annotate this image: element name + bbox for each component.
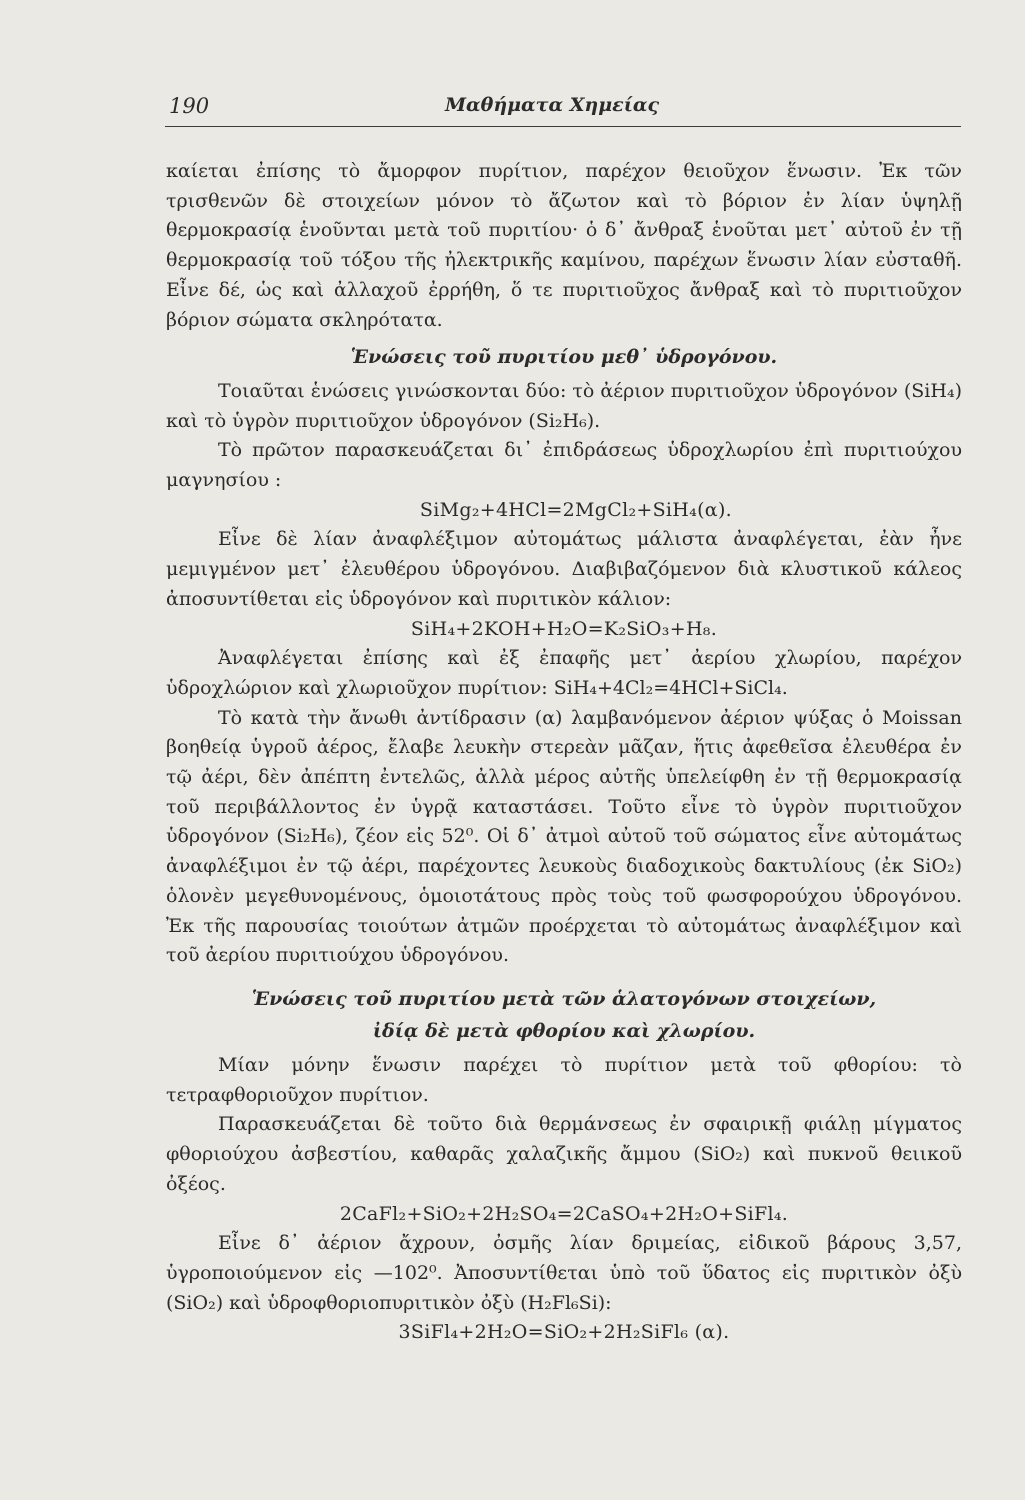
running-title: Μαθήματα Χημείας — [445, 94, 660, 116]
paragraph-6: Τὸ κατὰ τὴν ἄνωθι ἀντίδρασιν (α) λαμβανόμενον ἀέριον ψύξας ὁ Moissan βοηθείᾳ ὑγροῦ ἀέρος, ἔλαβε λευκὴν στερεὰν μᾶζαν, ἥτις ἀφεθεῖσα ἐλευθέρα ἐν τῷ ἀέρι, δὲν ἀπέπτη ἐντελῶς, ἀλλὰ μέρος αὐτῆς ὑπελείφθη ἐν τῇ θερμοκρασίᾳ τοῦ περιβάλλοντος ἐν ὑγρᾷ καταστάσει. Τοῦτο εἶνε τὸ ὑγρὸν πυριτιοῦχον ὑδρογόνον (Si₂H₆), ζέον εἰς 52⁰. Οἱ δ᾽ ἀτμοὶ αὐτοῦ τοῦ σώματος εἶνε αὐτομάτως ἀναφλέξιμοι ἐν τῷ ἀέρι, παρέχοντες λευκοὺς διαδοχικοὺς δακτυλίους (ἐκ SiO₂) ὁλονὲν μεγεθυνομένους, ὁμοιοτάτους πρὸς τοὺς τοῦ φωσφορούχου ὑδρογόνου. Ἐκ τῆς παρουσίας τοιούτων ἀτμῶν προέρχεται τὸ αὐτομάτως ἀναφλέξιμον καὶ τοῦ ἀερίου πυριτιούχου ὑδρογόνου. — [166, 706, 962, 967]
equation-4: 3SiFl₄+2H₂O=SiO₂+2H₂SiFl₆ (α). — [398, 1321, 730, 1344]
paragraph-4: Εἶνε δὲ λίαν ἀναφλέξιμον αὐτομάτως μάλιστα ἀναφλέγεται, ἐὰν ἦνε μεμιγμένον μετ᾽ ἐλευθέρου ὑδρογόνου. Διαβιβαζόμενον διὰ κλυστικοῦ κάλεος ἀποσυντίθεται εἰς ὑδρογόνον καὶ πυριτικὸν κάλιον: — [166, 528, 962, 610]
section-heading-halogens-line-2: ἰδίᾳ δὲ μετὰ φθορίου καὶ χλωρίου. — [372, 1019, 756, 1042]
equation-3: 2CaFl₂+SiO₂+2H₂SO₄=2CaSO₄+2H₂O+SiFl₄. — [339, 1202, 789, 1225]
paragraph-7: Μίαν μόνην ἕνωσιν παρέχει τὸ πυρίτιον μετὰ τοῦ φθορίου: τὸ τετραφθοριοῦχον πυρίτιον. — [166, 1053, 962, 1106]
page-number: 190 — [169, 94, 210, 118]
section-heading-halogens-line-1: Ἑνώσεις τοῦ πυριτίου μετὰ τῶν ἁλατογόνων στοιχείων, — [251, 987, 877, 1010]
page-header — [165, 92, 965, 128]
section-heading-halogens — [166, 983, 962, 1047]
body-text — [166, 157, 962, 1348]
paragraph-8: Παρασκευάζεται δὲ τοῦτο διὰ θερμάνσεως ἐν σφαιρικῇ φιάλῃ μίγματος φθοριούχου ἀσβεστίου, καθαρᾶς χαλαζικῆς ἄμμου (SiO₂) καὶ πυκνοῦ θειικοῦ ὀξέος. — [166, 1113, 962, 1195]
paragraph-3: Τὸ πρῶτον παρασκευάζεται δι᾽ ἐπιδράσεως ὑδροχλωρίου ἐπὶ πυριτιούχου μαγνησίου : — [166, 439, 962, 492]
paragraph-5: Ἀναφλέγεται ἐπίσης καὶ ἐξ ἐπαφῆς μετ᾽ ἀερίου χλωρίου, παρέχον ὑδροχλώριον καὶ χλωριοῦχον πυρίτιον: SiH₄+4Cl₂=4HCl+SiCl₄. — [166, 647, 962, 699]
header-rule — [165, 126, 961, 127]
paragraph-1: καίεται ἐπίσης τὸ ἄμορφον πυρίτιον, παρέχον θειοῦχον ἕνωσιν. Ἐκ τῶν τρισθενῶν δὲ στοιχείων μόνον τὸ ἄζωτον καὶ τὸ βόριον ἐν λίαν ὑψηλῇ θερμοκρασίᾳ ἑνοῦνται μετὰ τοῦ πυριτίου· ὁ δ᾽ ἄνθραξ ἑνοῦται μετ᾽ αὐτοῦ ἐν τῇ θερμοκρασίᾳ τοῦ τόξου τῆς ἠλεκτρικῆς καμίνου, παρέχων ἕνωσιν λίαν εὐσταθῆ. Εἶνε δέ, ὡς καὶ ἀλλαχοῦ ἐρρήθη, ὅ τε πυριτιοῦχος ἄνθραξ καὶ τὸ πυριτιοῦχον βόριον σώματα σκληρότατα. — [166, 160, 962, 331]
paragraph-2: Τοιαῦται ἑνώσεις γινώσκονται δύο: τὸ ἀέριον πυριτιοῦχον ὑδρογόνον (SiH₄) καὶ τὸ ὑγρὸν πυριτιοῦχον ὑδρογόνον (Si₂H₆). — [166, 379, 962, 432]
section-heading-hydrogen: Ἑνώσεις τοῦ πυριτίου μεθ᾽ ὑδρογόνου. — [350, 346, 778, 369]
equation-1: SiMg₂+4HCl=2MgCl₂+SiH₄(α). — [419, 498, 732, 521]
equation-2: SiH₄+2KOH+H₂O=K₂SiO₃+H₈. — [410, 617, 718, 640]
paragraph-9: Εἶνε δ᾽ ἀέριον ἄχρουν, ὀσμῆς λίαν δριμείας, εἰδικοῦ βάρους 3,57, ὑγροποιούμενον εἰς —102⁰. Ἀποσυντίθεται ὑπὸ τοῦ ὕδατος εἰς πυριτικὸν ὀξὺ (SiO₂) καὶ ὑδροφθοριοπυριτικὸν ὀξὺ (H₂Fl₆Si): — [166, 1232, 962, 1314]
